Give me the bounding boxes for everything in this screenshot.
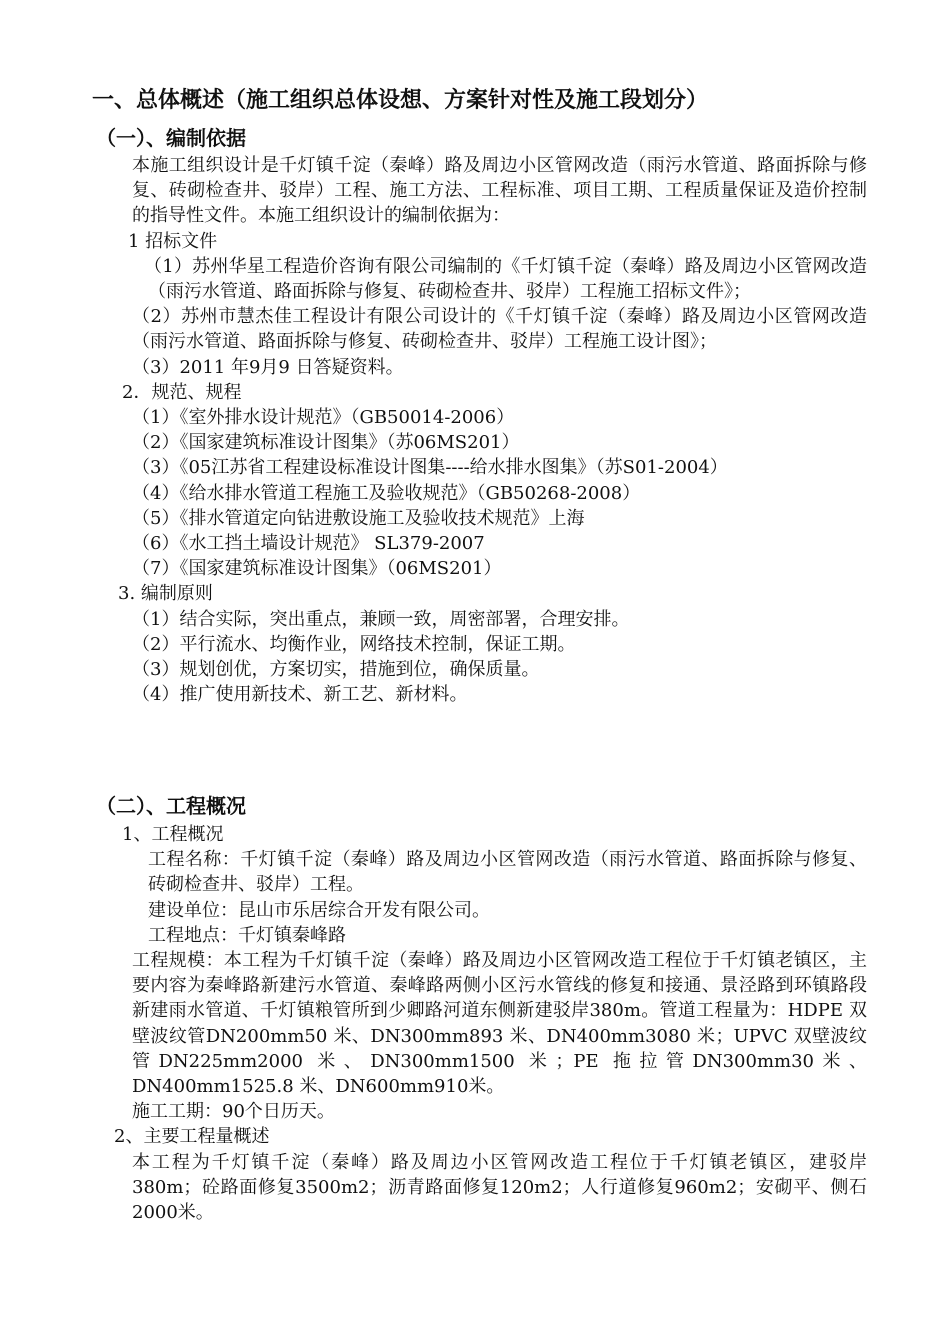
project-duration: 施工工期：90个日历天。 xyxy=(132,1101,335,1123)
quantities-subheading: 2、主要工程量概述 xyxy=(114,1126,270,1148)
tender-item: （2）苏州市慧杰佳工程设计有限公司设计的《千灯镇千淀（秦峰）路及周边小区管网改造（雨污水管道、路面拆除与修复、砖砌检查井、驳岸）工程施工设计图》； xyxy=(132,306,867,353)
code-item: （2）《国家建筑标准设计图集》（苏06MS201） xyxy=(132,432,520,454)
code-item: （1）《室外排水设计规范》（GB50014-2006） xyxy=(132,407,515,429)
project-name: 工程名称：千灯镇千淀（秦峰）路及周边小区管网改造（雨污水管道、路面拆除与修复、砖砌检查井、驳岸）工程。 xyxy=(148,849,867,896)
section-overview-body xyxy=(92,822,867,1225)
code-item: （5）《排水管道定向钻进敷设施工及验收技术规范》上海 xyxy=(132,507,585,529)
tender-item: （3）2011 年9月9 日答疑资料。 xyxy=(132,356,404,378)
main-heading: 一、总体概述（施工组织总体设想、方案针对性及施工段划分） xyxy=(92,88,709,113)
project-scale: 工程规模：本工程为千灯镇千淀（秦峰）路及周边小区管网改造工程位于千灯镇老镇区，主要内容为秦峰路新建污水管道、秦峰路两侧小区污水管线的修复和接通、景泾路到环镇路段新建雨水管道、千灯镇粮管所到少卿路河道东侧新建驳岸380m。管道工程量为：HDPE 双壁波纹管DN200mm50 米、DN300mm893 米、DN400mm3080 米；UPVC 双壁波纹管DN225mm2000 米、DN300mm1500 米；PE 拖拉管DN300mm30米、DN400mm1525.8 米、DN600mm910米。 xyxy=(132,950,867,1098)
code-item: （3）《05江苏省工程建设标准设计图集----给水排水图集》（苏S01-2004） xyxy=(132,457,728,479)
section-basis-body xyxy=(92,153,867,707)
project-location: 工程地点：千灯镇秦峰路 xyxy=(148,924,346,946)
code-item: （7）《国家建筑标准设计图集》（06MS201） xyxy=(132,558,502,580)
quantities-paragraph: 本工程为千灯镇千淀（秦峰）路及周边小区管网改造工程位于千灯镇老镇区，建驳岸380m；砼路面修复3500m2；沥青路面修复120m2；人行道修复960m2；安砌平、侧石2000米。 xyxy=(132,1151,867,1224)
section-heading-basis: （一）、编制依据 xyxy=(96,126,246,150)
tender-subheading: 1 招标文件 xyxy=(128,230,218,252)
principle-item: （2）平行流水、均衡作业，网络技术控制，保证工期。 xyxy=(132,633,576,655)
overview-subheading: 1、工程概况 xyxy=(122,824,224,845)
principle-item: （4）推广使用新技术、新工艺、新材料。 xyxy=(132,684,468,706)
tender-item: （1）苏州华星工程造价咨询有限公司编制的《千灯镇千淀（秦峰）路及周边小区管网改造（雨污水管道、路面拆除与修复、砖砌检查井、驳岸）工程施工招标文件》； xyxy=(144,255,867,303)
intro-paragraph: 本施工组织设计是千灯镇千淀（秦峰）路及周边小区管网改造（雨污水管道、路面拆除与修复、砖砌检查井、驳岸）工程、施工方法、工程标准、项目工期、工程质量保证及造价控制的指导性文件。本施工组织设计的编制依据为： xyxy=(132,155,867,227)
code-item: （6）《水工挡土墙设计规范》 SL379-2007 xyxy=(132,533,485,555)
principle-item: （3）规划创优，方案切实，措施到位，确保质量。 xyxy=(132,659,540,681)
project-owner: 建设单位：昆山市乐居综合开发有限公司。 xyxy=(148,899,490,921)
codes-subheading: 2．规范、规程 xyxy=(122,381,242,403)
principles-subheading: 3. 编制原则 xyxy=(118,583,213,605)
section-heading-overview: （二）、工程概况 xyxy=(96,794,246,818)
code-item: （4）《给水排水管道工程施工及验收规范》（GB50268-2008） xyxy=(132,482,641,504)
principle-item: （1）结合实际，突出重点，兼顾一致，周密部署，合理安排。 xyxy=(132,608,630,630)
